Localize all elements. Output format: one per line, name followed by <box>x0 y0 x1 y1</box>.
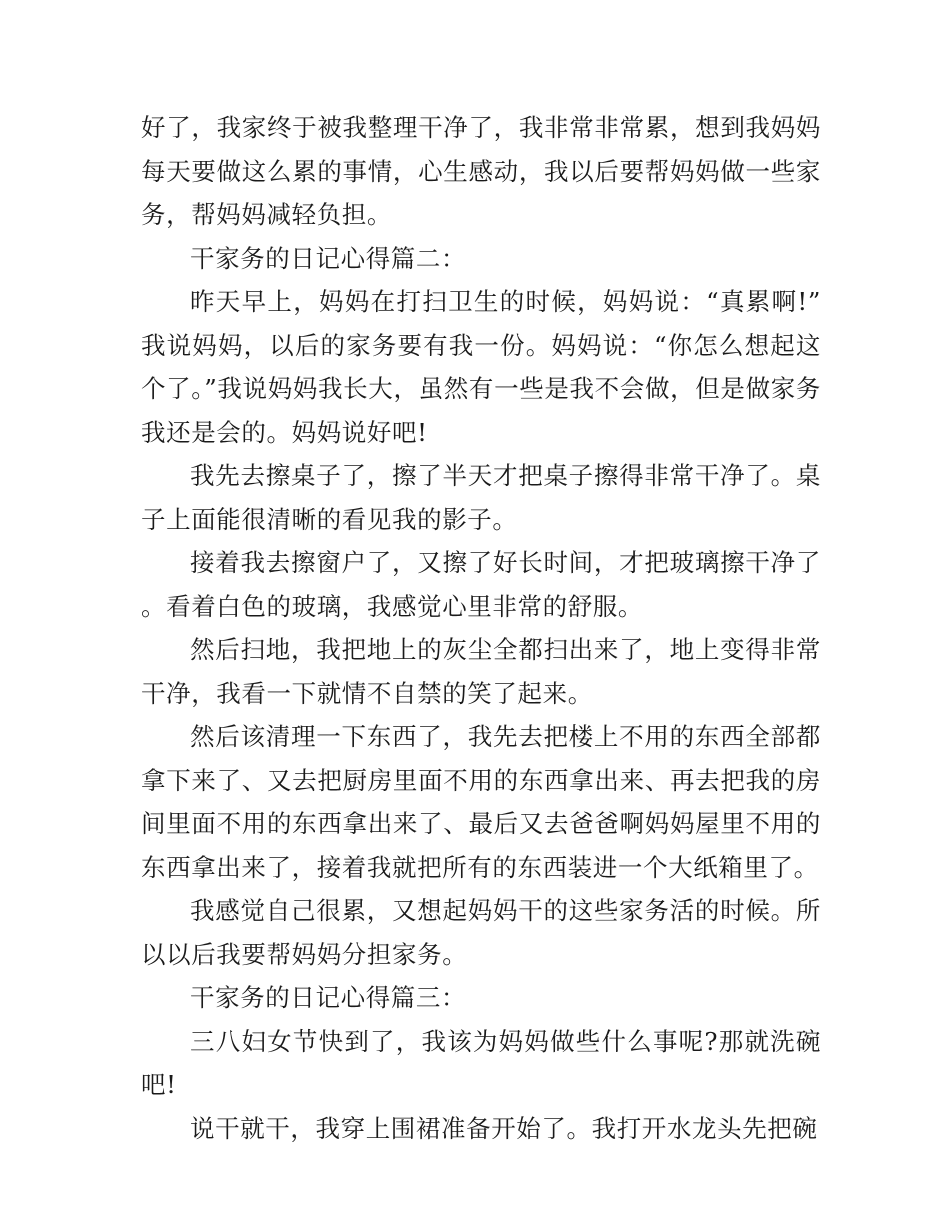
paragraph: 接着我去擦窗户了，又擦了好长时间，才把玻璃擦干净了。看着白色的玻璃，我感觉心里非常的舒服。 <box>141 548 821 621</box>
section-heading: 干家务的日记心得篇二： <box>190 243 467 273</box>
paragraph: 我感觉自己很累，又想起妈妈干的这些家务活的时候。所以以后我要帮妈妈分担家务。 <box>141 896 821 969</box>
paragraph: 三八妇女节快到了，我该为妈妈做些什么事呢?那就洗碗吧! <box>141 1026 821 1099</box>
paragraph: 然后扫地，我把地上的灰尘全都扫出来了，地上变得非常干净，我看一下就情不自禁的笑了起来。 <box>141 635 821 708</box>
section-heading: 干家务的日记心得篇三： <box>190 983 467 1012</box>
document-body <box>141 106 821 1150</box>
paragraph: 好了，我家终于被我整理干净了，我非常非常累，想到我妈妈每天要做这么累的事情，心生感动，我以后要帮妈妈做一些家务，帮妈妈减轻负担。 <box>141 113 821 229</box>
paragraph: 我先去擦桌子了，擦了半天才把桌子擦得非常干净了。桌子上面能很清晰的看见我的影子。 <box>141 461 821 534</box>
paragraph: 然后该清理一下东西了，我先去把楼上不用的东西全部都拿下来了、又去把厨房里面不用的东西拿出来、再去把我的房间里面不用的东西拿出来了、最后又去爸爸啊妈妈屋里不用的东西拿出来了，接着我就把所有的东西装进一个大纸箱里了。 <box>141 722 821 882</box>
paragraph: 昨天早上，妈妈在打扫卫生的时候，妈妈说：“真累啊!”我说妈妈，以后的家务要有我一份。妈妈说：“你怎么想起这个了。”我说妈妈我长大，虽然有一些是我不会做，但是做家务我还是会的。妈妈说好吧! <box>141 287 821 447</box>
paragraph: 说干就干，我穿上围裙准备开始了。我打开水龙头先把碗 <box>190 1113 818 1143</box>
